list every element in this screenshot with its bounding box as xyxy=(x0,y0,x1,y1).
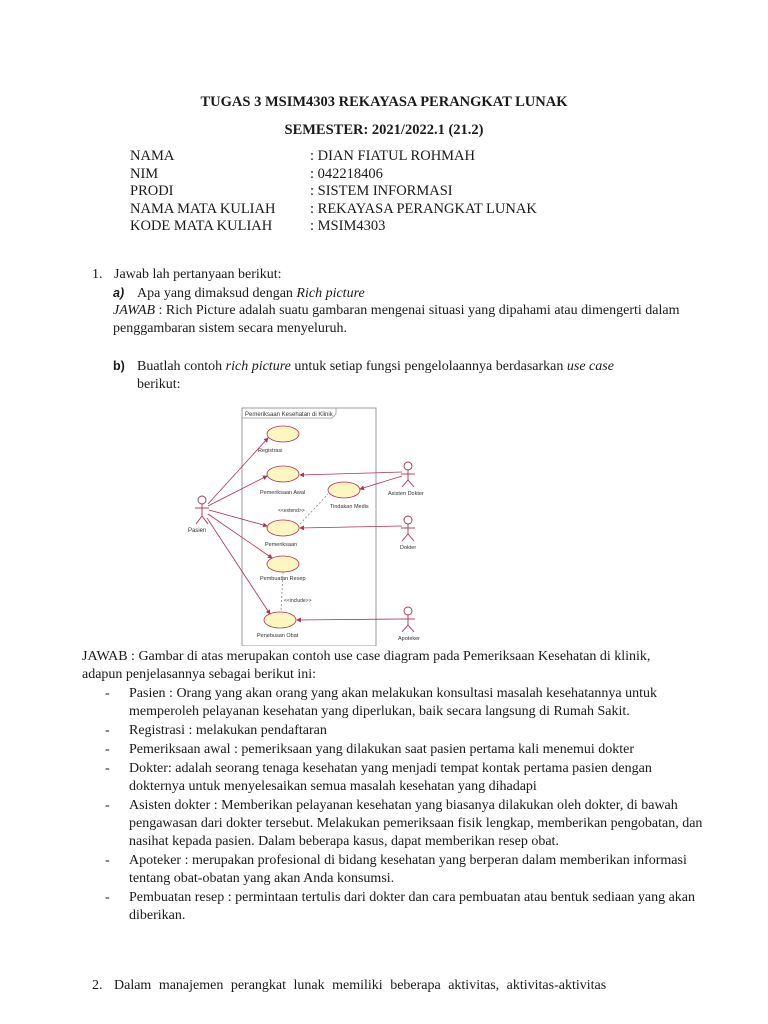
use-case-pemeriksaan xyxy=(267,520,299,536)
use-case-label: Tindakan Medis xyxy=(330,504,369,510)
actor-asisten-dokter xyxy=(401,462,415,487)
use-case-registrasi xyxy=(267,426,299,442)
use-case-label: Registrasi xyxy=(258,448,283,454)
sub-text-em: use case xyxy=(566,359,614,374)
sub-text-em: Rich picture xyxy=(296,286,365,301)
list-item: - Asisten dokter : Memberikan pelayanan kesehatan yang biasanya dilakukan oleh dokter, di bawah pengawasan dari dokter tersebut. Melakukan pemeriksaan fisik lengkap, memberikan pengobatan, dan nasihat kepada pasien. Dalam beberapa kasus, dapat memberikan resep obat. xyxy=(105,798,703,849)
list-item-text: Apoteker : merupakan profesional di bidang kesehatan yang berperan dalam memberikan informasi tentang obat-obatan yang akan Anda konsumsi. xyxy=(129,853,687,886)
use-case-pembuatan-resep xyxy=(267,556,299,572)
question-1a xyxy=(113,284,365,303)
include-label: <<include>> xyxy=(284,598,312,604)
sub-text-em: rich picture xyxy=(225,359,291,374)
extend-label: <<extend>> xyxy=(278,508,305,514)
info-key: NAMA xyxy=(130,148,175,164)
info-value: : 042218406 xyxy=(310,165,383,182)
info-value: : MSIM4303 xyxy=(310,218,386,234)
list-item-text: Pasien : Orang yang akan orang yang akan melakukan konsultasi masalah kesehatannya untuk memperoleh pelayanan kesehatan yang diperlukan, baik secara langsung di Rumah Sakit. xyxy=(129,686,657,719)
list-item: - Pembuatan resep : permintaan tertulis dari dokter dan cara pembuatan atau bentuk sediaan yang akan diberikan. xyxy=(105,890,696,923)
question-text: Jawab lah pertanyaan berikut: xyxy=(114,267,282,282)
actor-label: Pasien xyxy=(188,528,207,534)
info-key: NIM xyxy=(130,165,159,182)
info-row-kode xyxy=(130,218,537,236)
list-item: - Pemeriksaan awal : pemeriksaan yang dilakukan saat pasien pertama kali menemui dokter xyxy=(105,742,634,757)
explanation-list xyxy=(105,685,705,926)
info-row-prodi xyxy=(130,183,537,201)
use-case-pemeriksaan-awal xyxy=(267,466,299,482)
sub-text: untuk setiap fungsi pengelolaannya berdasarkan xyxy=(290,359,567,374)
sub-label: a) xyxy=(113,286,125,300)
info-row-nim xyxy=(130,166,537,184)
question-1 xyxy=(92,266,692,284)
use-case-label: Pemeriksaan Awal xyxy=(260,490,306,496)
sub-text: berikut: xyxy=(137,377,181,392)
use-case-penebusan-obat xyxy=(264,612,296,628)
list-item: - Registrasi : melakukan pendaftaran xyxy=(105,723,327,738)
info-value: : SISTEM INFORMASI xyxy=(310,183,453,199)
actor-pasien xyxy=(195,496,209,524)
use-case-svg xyxy=(180,404,450,646)
info-key: NAMA MATA KULIAH xyxy=(130,200,276,217)
use-case-label: Penebusan Obat xyxy=(257,633,299,639)
list-item-text: Asisten dokter : Memberikan pelayanan kesehatan yang biasanya dilakukan oleh dokter, di bawah pengawasan dari dokter tersebut. Melakukan pemeriksaan fisik lengkap, memberikan pengobatan, dan nasihat kepada pasien. Dalam beberapa kasus, dapat memberikan resep obat. xyxy=(129,798,703,849)
associations xyxy=(207,438,402,620)
sub-text: Apa yang dimaksud dengan xyxy=(137,286,297,301)
answer-1a xyxy=(113,302,713,338)
info-key: PRODI xyxy=(130,183,174,199)
info-key: KODE MATA KULIAH xyxy=(130,218,273,234)
student-info xyxy=(130,148,537,236)
use-case-label: Pembuatan Resep xyxy=(260,576,306,582)
list-item: - Pasien : Orang yang akan orang yang akan melakukan konsultasi masalah kesehatannya untuk memperoleh pelayanan kesehatan yang diperlukan, baik secara langsung di Rumah Sakit. xyxy=(105,686,657,719)
list-item-text: Pembuatan resep : permintaan tertulis dari dokter dan cara pembuatan atau bentuk sediaan yang akan diberikan. xyxy=(129,890,696,923)
actor-apoteker xyxy=(401,607,415,632)
info-value: : DIAN FIATUL ROHMAH xyxy=(310,148,476,164)
actor-label: Dokter xyxy=(400,545,417,551)
list-item: - Apoteker : merupakan profesional di bidang kesehatan yang berperan dalam memberikan informasi tentang obat-obatan yang akan Anda konsumsi. xyxy=(105,853,687,886)
question-text: Dalam manajemen perangkat lunak memiliki beberapa aktivitas, aktivitas-aktivitas xyxy=(114,978,607,993)
actor-label: Apoteker xyxy=(398,636,421,642)
question-2 xyxy=(92,977,692,995)
semester-heading: SEMESTER: 2021/2022.1 (21.2) xyxy=(284,122,484,138)
answer-1b: JAWAB : Gambar di atas merupakan contoh use case diagram pada Pemeriksaan Kesehatan di klinik, adapun penjelasannya sebagai berikut ini: xyxy=(82,649,651,682)
actor-label: Asisten Dokter xyxy=(388,491,424,497)
answer-label: JAWAB xyxy=(113,303,156,318)
use-case-label: Pemeriksaan xyxy=(265,542,298,548)
actor-dokter xyxy=(401,516,415,541)
system-title: Pemeriksaan Kesehatan di Klinik xyxy=(245,412,333,418)
list-item-text: Registrasi : melakukan pendaftaran xyxy=(129,723,327,738)
info-row-mata-kuliah xyxy=(130,201,537,219)
use-case-diagram xyxy=(180,404,450,646)
list-item-text: Pemeriksaan awal : pemeriksaan yang dilakukan saat pasien pertama kali menemui dokter xyxy=(129,742,634,757)
sub-text: Buatlah contoh xyxy=(137,359,226,374)
question-number: 1. xyxy=(92,267,103,282)
list-item-text: Dokter: adalah seorang tenaga kesehatan yang menjadi tempat kontak pertama pasien dengan dokternya untuk menyelesaikan semua masalah kesehatan yang dihadapi xyxy=(129,761,652,794)
list-item: - Dokter: adalah seorang tenaga kesehatan yang menjadi tempat kontak pertama pasien dengan dokternya untuk menyelesaikan semua masalah kesehatan yang dihadapi xyxy=(105,761,652,794)
info-row-nama xyxy=(130,148,537,166)
answer-text: : Rich Picture adalah suatu gambaran mengenai situasi yang dipahami atau dimengerti dalam penggambaran sistem secara menyeluruh. xyxy=(113,303,680,336)
question-1b xyxy=(113,357,693,394)
info-value: : REKAYASA PERANGKAT LUNAK xyxy=(310,200,537,217)
use-case-tindakan-medis xyxy=(328,482,360,498)
document-title: TUGAS 3 MSIM4303 REKAYASA PERANGKAT LUNAK xyxy=(200,94,568,110)
sub-label: b) xyxy=(113,359,125,373)
question-number: 2. xyxy=(92,978,103,993)
